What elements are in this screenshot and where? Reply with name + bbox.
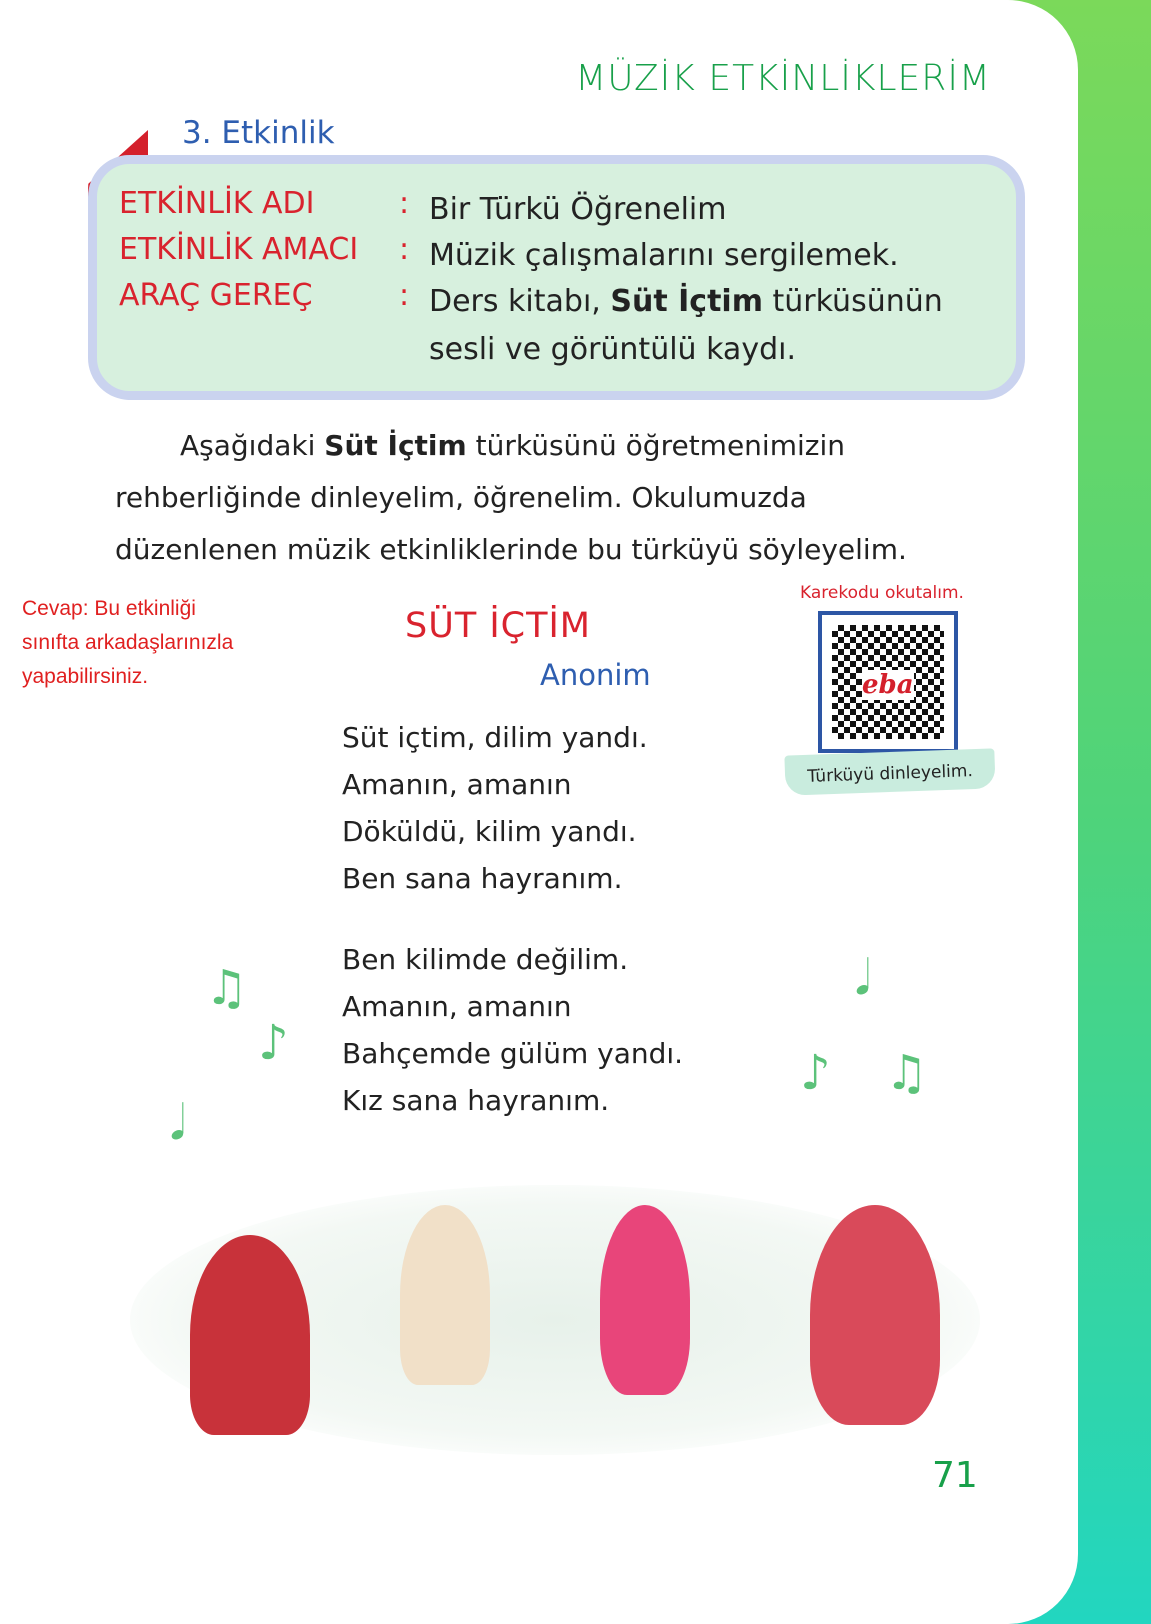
qr-caption-bottom: Türküyü dinleyelim.: [784, 748, 995, 795]
lyric-line: Bahçemde gülüm yandı.: [342, 1037, 684, 1070]
info-value: Müzik çalışmalarını sergilemek.: [429, 238, 899, 273]
music-note-icon: ♪: [800, 1045, 831, 1101]
children-playing-instruments-illustration: [130, 1185, 980, 1455]
value-text: türküsünün sesli ve görüntülü kaydı.: [429, 284, 943, 367]
intro-paragraph: [115, 420, 945, 576]
value-text: Ders kitabı,: [429, 284, 601, 319]
info-row-name: [119, 186, 1009, 234]
music-note-icon: 𝅘𝅥: [855, 950, 871, 1006]
song-title: SÜT İÇTİM: [405, 606, 591, 646]
info-label: ETKİNLİK ADI: [119, 186, 315, 221]
activity-info-box: [88, 155, 1025, 400]
page-title: MÜZİK ETKİNLİKLERİM: [575, 58, 991, 99]
girl-in-wheelchair: [810, 1205, 940, 1425]
lyric-line: Amanın, amanın: [342, 768, 572, 801]
song-name-bold: Süt İçtim: [324, 429, 467, 462]
boy-with-drum: [400, 1205, 490, 1385]
lyric-line: Döküldü, kilim yandı.: [342, 815, 637, 848]
info-label: ARAÇ GEREÇ: [119, 278, 313, 313]
info-value: Bir Türkü Öğrenelim: [429, 192, 727, 227]
song-author: Anonim: [540, 658, 651, 692]
info-row-materials: [119, 278, 1009, 374]
lyric-line: Amanın, amanın: [342, 990, 572, 1023]
stanza-2: [342, 936, 683, 1124]
lyric-line: Ben sana hayranım.: [342, 862, 623, 895]
qr-caption-top: Karekodu okutalım.: [800, 583, 964, 603]
lyric-line: Süt içtim, dilim yandı.: [342, 721, 648, 754]
info-label: ETKİNLİK AMACI: [119, 232, 359, 267]
music-note-icon: ♪: [258, 1015, 289, 1071]
answer-line: sınıfta arkadaşlarınızla: [22, 631, 234, 654]
lyric-line: Ben kilimde değilim.: [342, 943, 629, 976]
boy-with-baglama: [190, 1235, 310, 1435]
para-text: türküsünü öğretmenimizin rehberliğinde dinleyelim, öğrenelim. Okulumuzda düzenlenen müzik etkinliklerinde bu türküyü söyleyelim.: [115, 429, 907, 566]
music-note-icon: ♫: [885, 1045, 929, 1101]
song-name-bold: Süt İçtim: [610, 284, 763, 319]
para-text: Aşağıdaki: [180, 429, 316, 462]
colon: :: [399, 278, 410, 313]
lyric-line: Kız sana hayranım.: [342, 1084, 610, 1117]
colon: :: [399, 232, 410, 267]
eba-logo: eba: [862, 670, 914, 700]
activity-number: 3. Etkinlik: [182, 115, 335, 151]
qr-pattern: [832, 625, 944, 739]
answer-note: [22, 592, 233, 694]
answer-line: Cevap: Bu etkinliği: [22, 597, 196, 620]
music-note-icon: 𝅘𝅥: [170, 1095, 186, 1151]
colon: :: [399, 186, 410, 221]
stanza-1: [342, 714, 648, 902]
info-row-purpose: [119, 232, 1009, 280]
qr-code[interactable]: [818, 611, 958, 753]
page-number: 71: [932, 1455, 978, 1496]
answer-line: yapabilirsiniz.: [22, 665, 149, 688]
girl-with-tambourine: [600, 1205, 690, 1395]
music-note-icon: ♫: [205, 960, 249, 1016]
info-value: [429, 278, 1009, 374]
